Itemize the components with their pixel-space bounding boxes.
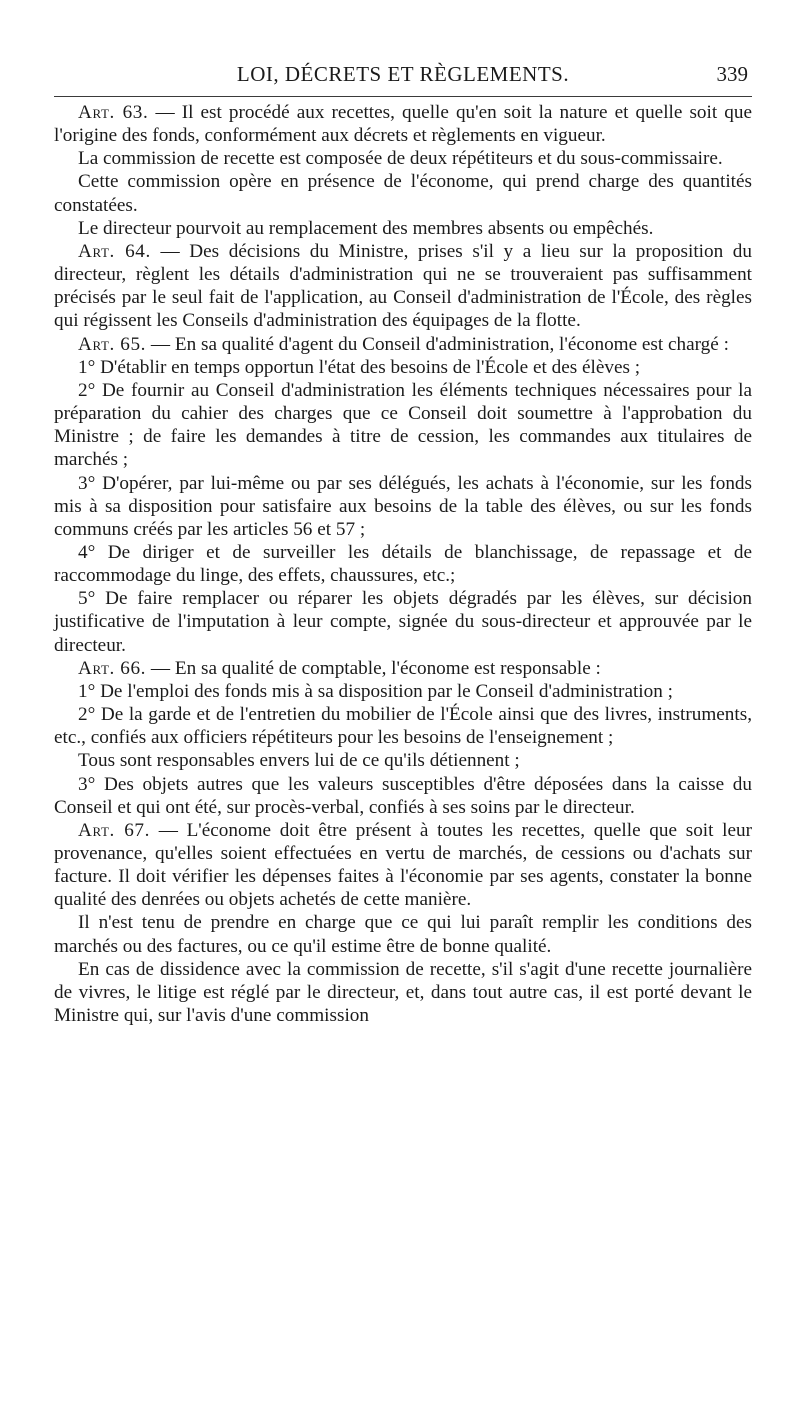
page-number: 339 (716, 62, 748, 86)
paragraph-text: Le directeur pourvoit au remplacement des membres absents ou empêchés. (78, 217, 654, 239)
article-label: Art. 67. (78, 819, 150, 841)
paragraph (54, 240, 752, 333)
paragraph (54, 356, 752, 379)
paragraph (54, 472, 752, 541)
paragraph (54, 773, 752, 819)
paragraph-text: 1° De l'emploi des fonds mis à sa disposition par le Conseil d'administration ; (78, 680, 673, 702)
paragraph-text: — Il est procédé aux recettes, quelle qu'en soit la nature et quelle soit que l'origine des fonds, conformément aux décrets et règlements en vigueur. (54, 102, 752, 147)
paragraph (54, 217, 752, 240)
paragraph (54, 657, 752, 680)
paragraph-text: 3° Des objets autres que les valeurs susceptibles d'être déposées dans la caisse du Conseil et qui ont été, sur procès-verbal, confiés à ses soins par le directeur. (54, 773, 752, 818)
paragraph (54, 819, 752, 912)
paragraph-text: La commission de recette est composée de deux répétiteurs et du sous-commissaire. (78, 148, 723, 170)
paragraph (54, 749, 752, 772)
paragraph-text: 4° De diriger et de surveiller les détails de blanchissage, de repassage et de raccommodage du linge, des effets, chaussures, etc.; (54, 541, 752, 587)
paragraph (54, 101, 752, 147)
paragraph (54, 379, 752, 472)
paragraph-text: 2° De la garde et de l'entretien du mobilier de l'École ainsi que des livres, instruments, etc., confiés aux officiers répétiteurs pour les besoins de l'enseignement ; (54, 704, 752, 749)
paragraph-text: 5° De faire remplacer ou réparer les objets dégradés par les élèves, sur décision justificative de l'imputation à leur compte, signée du sous-directeur et approuvée par le directeur. (54, 588, 752, 656)
paragraph-text: — L'économe doit être présent à toutes les recettes, quelle que soit leur provenance, qu'elles soient effectuées en vertu de marchés, de cessions ou d'achats sur facture. Il doit vérifier les dépenses faites à l'économie par ses agents, constater la bonne qualité des denrées ou objets achetés de cette manière. (54, 819, 752, 911)
paragraph (54, 958, 752, 1027)
paragraph (54, 587, 752, 656)
paragraph (54, 333, 752, 356)
paragraph (54, 541, 752, 587)
paragraph (54, 147, 752, 170)
running-head (54, 60, 752, 97)
paragraph (54, 170, 752, 216)
paragraph-text: Il n'est tenu de prendre en charge que ce qui lui paraît remplir les conditions des marchés ou des factures, ou ce qu'il estime être de bonne qualité. (54, 912, 752, 957)
article-label: Art. 64. (78, 240, 151, 262)
body-text (54, 101, 752, 1027)
paragraph-text: — Des décisions du Ministre, prises s'il y a lieu sur la proposition du directeur, règlent les détails d'administration qui ne se trouveraient pas suffisamment précisés par le seul fait de l'application, au Conseil d'administration de l'École, des règles qui régissent les Conseils d'administration des équipages de la flotte. (54, 240, 752, 332)
running-title: LOI, DÉCRETS ET RÈGLEMENTS. (236, 62, 570, 86)
article-label: Art. 65. (78, 333, 147, 355)
paragraph-text: — En sa qualité d'agent du Conseil d'administration, l'économe est chargé : (146, 333, 729, 355)
paragraph-text: 3° D'opérer, par lui-même ou par ses délégués, les achats à l'économie, sur les fonds mis à sa disposition pour satisfaire aux besoins de la table des élèves, ou sur les fonds communs créés par les articles 56 et 57 ; (54, 472, 752, 540)
paragraph-text: — En sa qualité de comptable, l'économe est responsable : (146, 657, 601, 679)
paragraph (54, 911, 752, 957)
paragraph-text: Cette commission opère en présence de l'économe, qui prend charge des quantités constatées. (54, 171, 752, 216)
paragraph (54, 703, 752, 749)
paragraph (54, 680, 752, 703)
article-label: Art. 66. (78, 657, 147, 679)
paragraph-text: 2° De fournir au Conseil d'administration les éléments techniques nécessaires pour la préparation du cahier des charges que ce Conseil doit soumettre à l'approbation du Ministre ; de faire les demandes à titre de cession, les commandes aux titulaires de marchés ; (54, 379, 752, 471)
page (54, 60, 752, 1027)
paragraph-text: 1° D'établir en temps opportun l'état des besoins de l'École et des élèves ; (78, 356, 641, 378)
paragraph-text: En cas de dissidence avec la commission de recette, s'il s'agit d'une recette journalière de vivres, le litige est réglé par le directeur, et, dans tout autre cas, il est porté devant le Ministre qui, sur l'avis d'une commission (54, 958, 752, 1027)
paragraph-text: Tous sont responsables envers lui de ce qu'ils détiennent ; (78, 750, 520, 772)
article-label: Art. 63. (78, 102, 149, 123)
